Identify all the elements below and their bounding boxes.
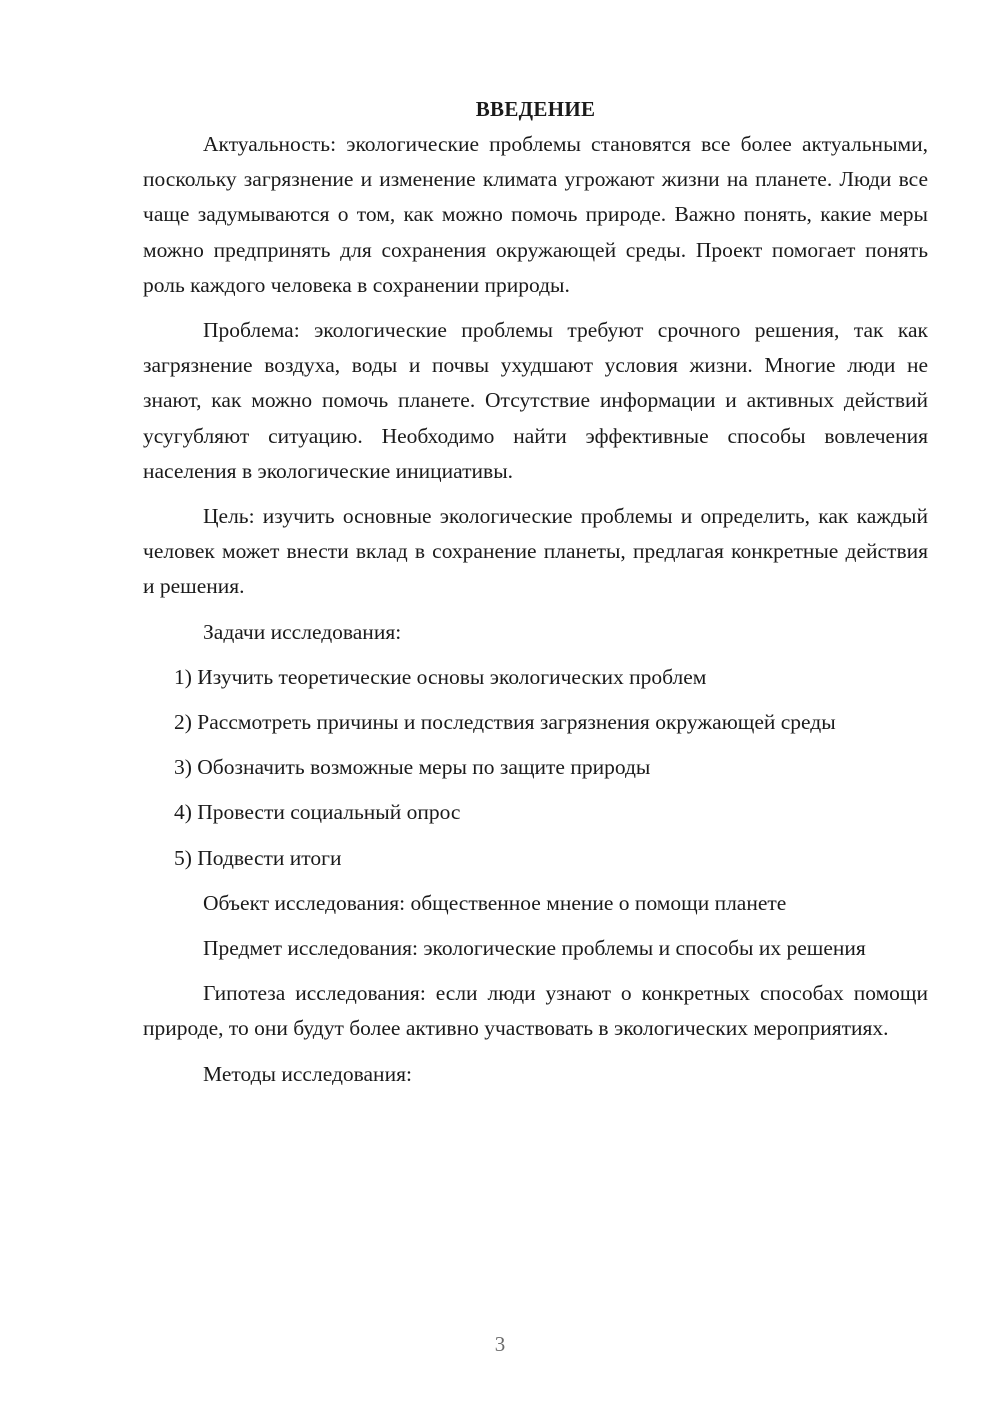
task-item: 5) Подвести итоги: [174, 845, 342, 870]
paragraph-hypothesis: Гипотеза исследования: если люди узнают о конкретных способах помощи природе, то они будут более активно участвовать в экологических мероприятиях.: [143, 981, 928, 1041]
paragraph-relevance: Актуальность: экологические проблемы становятся все более актуальными, поскольку загрязнение и изменение климата угрожают жизни на планете. Люди все чаще задумываются о том, как можно помочь природе. Важно понять, какие меры можно предпринять для сохранения окружающей среды. Проект помогает понять роль каждого человека в сохранении природы.: [143, 132, 928, 297]
paragraph-object: Объект исследования: общественное мнение о помощи планете: [203, 890, 787, 915]
task-item: 3) Обозначить возможные меры по защите природы: [174, 755, 651, 780]
paragraph-methods: Методы исследования:: [203, 1061, 412, 1086]
paragraph-tasks-heading: Задачи исследования:: [203, 619, 402, 644]
paragraph-goal: Цель: изучить основные экологические проблемы и определить, как каждый человек может внести вклад в сохранение планеты, предлагая конкретные действия и решения.: [143, 504, 928, 599]
paragraph-problem: Проблема: экологические проблемы требуют срочного решения, так как загрязнение воздуха, воды и почвы ухудшают условия жизни. Многие люди не знают, как можно помочь планете. Отсутствие информации и активных действий усугубляют ситуацию. Необходимо найти эффективные способы вовлечения населения в экологические инициативы.: [143, 318, 928, 483]
task-item: 2) Рассмотреть причины и последствия загрязнения окружающей среды: [174, 710, 836, 735]
document-page: [143, 92, 928, 1102]
task-item: 4) Провести социальный опрос: [174, 800, 461, 825]
section-title: ВВЕДЕНИЕ: [475, 97, 596, 121]
paragraph-subject: Предмет исследования: экологические проблемы и способы их решения: [203, 936, 866, 961]
task-item: 1) Изучить теоретические основы экологических проблем: [174, 664, 707, 689]
page-number: 3: [494, 1332, 506, 1356]
